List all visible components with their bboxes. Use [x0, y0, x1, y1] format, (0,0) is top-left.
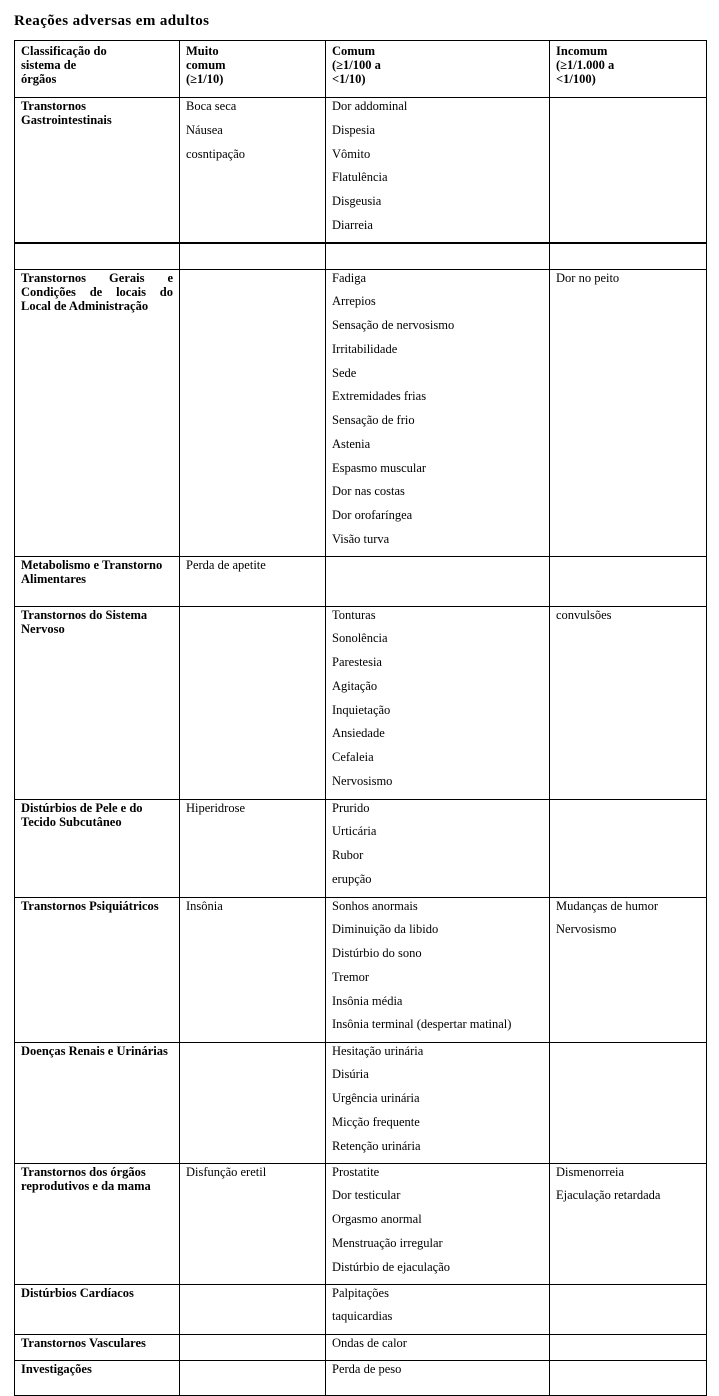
- reaction-item: Visão turva: [332, 531, 390, 546]
- header-common: Comum (≥1/100 a <1/10): [326, 41, 550, 98]
- reaction-item: Hiperidrose: [186, 800, 246, 815]
- reaction-item: Náusea: [186, 122, 223, 137]
- cell-common: [326, 269, 550, 556]
- cell-common: [326, 606, 550, 799]
- table-row: [15, 98, 707, 243]
- cell-uncommon: [550, 799, 707, 897]
- reaction-item: Insônia média: [332, 993, 403, 1008]
- table-row: [15, 1334, 707, 1360]
- table-row: [15, 1163, 707, 1284]
- reaction-item: Micção frequente: [332, 1114, 420, 1129]
- reaction-item: Sonhos anormais: [332, 898, 418, 913]
- table-body: [15, 98, 707, 1396]
- table-row: [15, 1360, 707, 1395]
- reaction-item: Palpitações: [332, 1285, 389, 1300]
- empty-separator-row: [15, 243, 707, 270]
- cell-uncommon: [550, 1042, 707, 1163]
- cell-uncommon: [550, 1360, 707, 1395]
- reaction-item: Ejaculação retardada: [556, 1188, 661, 1203]
- reaction-item: Dispesia: [332, 122, 376, 137]
- reaction-item: Diarreia: [332, 217, 373, 232]
- row-category: Transtornos dos órgãos reprodutivos e da mama: [15, 1163, 180, 1284]
- reaction-item: Urgência urinária: [332, 1091, 420, 1105]
- reaction-item: Prurido: [332, 800, 370, 815]
- row-category: Transtornos do Sistema Nervoso: [15, 606, 180, 799]
- row-category: Transtornos Gerais e Condições de locais do Local de Administração: [15, 269, 180, 556]
- row-category: Distúrbios Cardíacos: [15, 1284, 180, 1334]
- row-category: Doenças Renais e Urinárias: [15, 1042, 180, 1163]
- reaction-item: Dor addominal: [332, 99, 408, 113]
- cell-common: [326, 1334, 550, 1360]
- cell-very-common: [180, 269, 326, 556]
- empty-cell: [550, 243, 707, 270]
- row-category: Metabolismo e Transtorno Alimentares: [15, 556, 180, 606]
- cell-very-common: [180, 1284, 326, 1334]
- table-row: [15, 897, 707, 1042]
- table-row: [15, 1284, 707, 1334]
- reaction-item: Extremidades frias: [332, 389, 427, 404]
- reaction-item: Arrepios: [332, 294, 376, 309]
- empty-cell: [15, 243, 180, 270]
- cell-very-common: [180, 799, 326, 897]
- empty-cell: [180, 243, 326, 270]
- reaction-item: Vômito: [332, 146, 371, 161]
- reaction-item: Retenção urinária: [332, 1138, 421, 1153]
- cell-uncommon: [550, 556, 707, 606]
- cell-very-common: [180, 606, 326, 799]
- reaction-item: Perda de apetite: [186, 557, 266, 572]
- reaction-item: Sonolência: [332, 631, 388, 646]
- reaction-item: erupção: [332, 871, 372, 886]
- reaction-item: Tonturas: [332, 607, 376, 622]
- reaction-item: Flatulência: [332, 170, 388, 185]
- cell-common: [326, 897, 550, 1042]
- reaction-item: Cefaleia: [332, 750, 374, 764]
- cell-common: [326, 799, 550, 897]
- cell-uncommon: [550, 269, 707, 556]
- row-category: Transtornos Gastrointestinais: [15, 98, 180, 243]
- reaction-item: Prostatite: [332, 1164, 380, 1179]
- reaction-item: Disgeusia: [332, 194, 382, 208]
- cell-very-common: [180, 1360, 326, 1395]
- cell-very-common: [180, 1163, 326, 1284]
- header-organ-class: Classificação do sistema de órgãos: [15, 41, 180, 98]
- reaction-item: Insônia terminal (despertar matinal): [332, 1017, 512, 1032]
- reaction-item: Sede: [332, 365, 357, 380]
- reaction-item: Fadiga: [332, 270, 367, 285]
- cell-uncommon: [550, 1163, 707, 1284]
- reaction-item: Rubor: [332, 848, 364, 862]
- reaction-item: Hesitação urinária: [332, 1043, 424, 1058]
- document-title: Reações adversas em adultos: [14, 13, 210, 29]
- reaction-item: Ansiedade: [332, 726, 385, 741]
- cell-common: [326, 98, 550, 243]
- reaction-item: Disúria: [332, 1067, 369, 1082]
- table-row: [15, 606, 707, 799]
- reaction-item: convulsões: [556, 607, 612, 622]
- reaction-item: Dor testicular: [332, 1188, 401, 1203]
- cell-common: [326, 1360, 550, 1395]
- cell-uncommon: [550, 606, 707, 799]
- table-row: [15, 799, 707, 897]
- reaction-item: Perda de peso: [332, 1361, 402, 1376]
- reaction-item: Urticária: [332, 824, 377, 839]
- reaction-item: Insônia: [186, 898, 223, 913]
- cell-uncommon: [550, 1284, 707, 1334]
- reaction-item: Parestesia: [332, 655, 382, 669]
- reaction-item: taquicardias: [332, 1309, 393, 1324]
- row-category: Distúrbios de Pele e do Tecido Subcutâneo: [15, 799, 180, 897]
- reaction-item: Orgasmo anormal: [332, 1212, 422, 1226]
- reaction-item: Espasmo muscular: [332, 460, 427, 475]
- reaction-item: Nervosismo: [332, 773, 393, 788]
- reaction-item: cosntipação: [186, 146, 246, 161]
- reaction-item: Distúrbio do sono: [332, 946, 422, 960]
- row-category: Transtornos Vasculares: [15, 1334, 180, 1360]
- reaction-item: Irritabilidade: [332, 341, 398, 356]
- reaction-item: Disfunção eretil: [186, 1164, 267, 1179]
- reaction-item: Agitação: [332, 678, 378, 693]
- reaction-item: Inquietação: [332, 702, 391, 717]
- cell-very-common: [180, 556, 326, 606]
- cell-common: [326, 1284, 550, 1334]
- reaction-item: Astenia: [332, 436, 371, 451]
- header-uncommon: Incomum (≥1/1.000 a <1/100): [550, 41, 707, 98]
- cell-common: [326, 1042, 550, 1163]
- adverse-reactions-table: [14, 40, 707, 1396]
- reaction-item: Diminuição da libido: [332, 922, 439, 937]
- reaction-item: Sensação de nervosismo: [332, 318, 455, 332]
- reaction-item: Dor nas costas: [332, 484, 405, 499]
- reaction-item: Ondas de calor: [332, 1335, 407, 1350]
- cell-very-common: [180, 897, 326, 1042]
- header-very-common: Muito comum (≥1/10): [180, 41, 326, 98]
- reaction-item: Dor no peito: [556, 270, 620, 285]
- empty-cell: [326, 243, 550, 270]
- table-row: [15, 556, 707, 606]
- reaction-item: Nervosismo: [556, 922, 617, 937]
- row-category: Transtornos Psiquiátricos: [15, 897, 180, 1042]
- reaction-item: Tremor: [332, 969, 370, 984]
- reaction-item: Dismenorreia: [556, 1164, 625, 1179]
- reaction-item: Boca seca: [186, 99, 237, 113]
- reaction-item: Distúrbio de ejaculação: [332, 1259, 451, 1274]
- reaction-item: Menstruação irregular: [332, 1235, 443, 1250]
- cell-very-common: [180, 1042, 326, 1163]
- cell-common: [326, 556, 550, 606]
- reaction-item: Mudanças de humor: [556, 898, 659, 913]
- cell-common: [326, 1163, 550, 1284]
- table-row: [15, 269, 707, 556]
- reaction-item: Sensação de frio: [332, 413, 415, 427]
- cell-uncommon: [550, 897, 707, 1042]
- cell-very-common: [180, 1334, 326, 1360]
- cell-very-common: [180, 98, 326, 243]
- header-row: [15, 41, 707, 98]
- table-row: [15, 1042, 707, 1163]
- row-category: Investigações: [15, 1360, 180, 1395]
- cell-uncommon: [550, 1334, 707, 1360]
- cell-uncommon: [550, 98, 707, 243]
- reaction-item: Dor orofaríngea: [332, 508, 413, 522]
